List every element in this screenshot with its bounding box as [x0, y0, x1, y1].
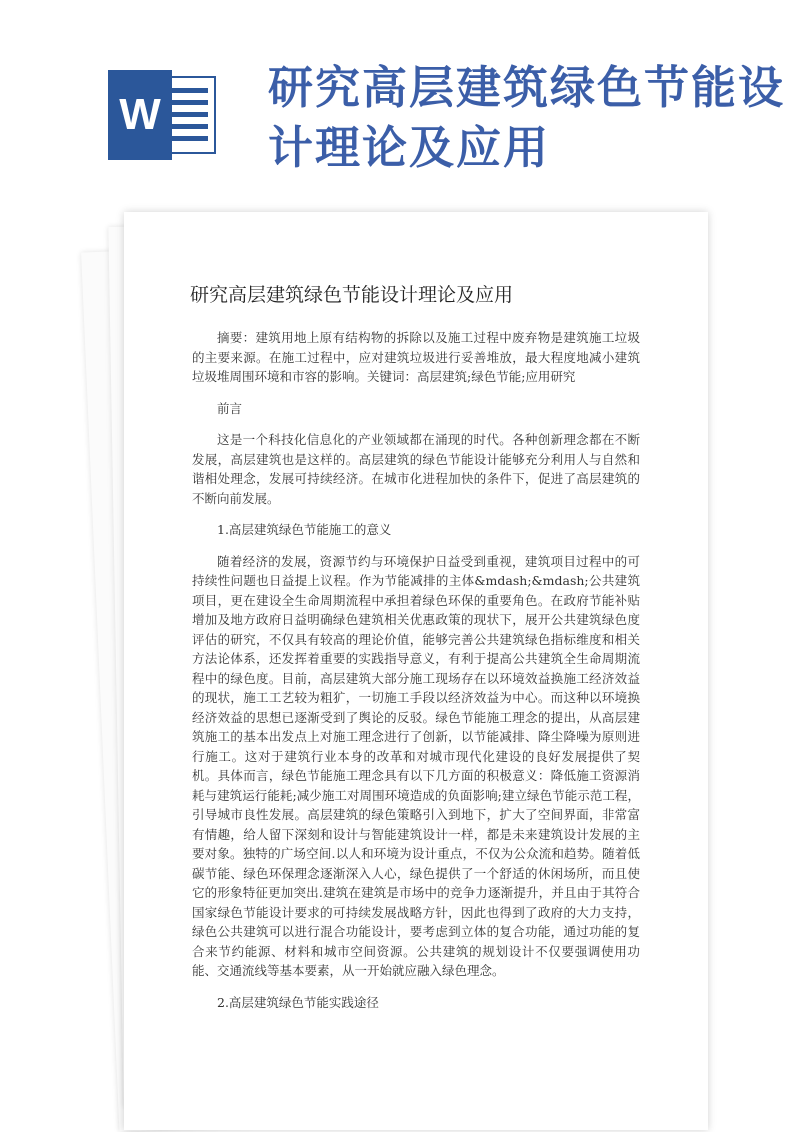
- document-body: [192, 328, 640, 1024]
- preface-paragraph: 这是一个科技化信息化的产业领域都在涌现的时代。各种创新理念都在不断发展，高层建筑也是这样的。高层建筑的绿色节能设计能够充分利用人与自然和谐相处理念，发展可持续经济。在城市化进程加快的条件下，促进了高层建筑的不断向前发展。: [192, 432, 640, 506]
- preface-heading: 前言: [217, 400, 243, 416]
- document-title: 研究高层建筑绿色节能设计理论及应用: [190, 284, 514, 306]
- word-document-icon: [108, 70, 220, 160]
- word-letter-icon: W: [108, 70, 172, 160]
- section-1-paragraph: 随着经济的发展，资源节约与环境保护日益受到重视，建筑项目过程中的可持续性问题也日益提上议程。作为节能减排的主体&mdash;&mdash;公共建筑项目，更在建设全生命周期流程中承担着绿色环保的重要角色。在政府节能补贴增加及地方政府日益明确绿色建筑相关优惠政策的现状下，展开公共建筑绿色度评估的研究，不仅具有较高的理论价值，能够完善公共建筑绿色指标维度和相关方法论体系，还发挥着重要的实践指导意义，有利于提高公共建筑全生命周期流程中的绿色度。目前，高层建筑大部分施工现场存在以环境效益换施工经济效益的现状，施工工艺较为粗犷，一切施工手段以经济效益为中心。而这种以环境换经济效益的思想已逐渐受到了舆论的反驳。绿色节能施工理念的提出，从高层建筑施工的基本出发点上对施工理念进行了创新，以节能减排、降尘降噪为原则进行施工。这对于建筑行业本身的改革和对城市现代化建设的良好发展提供了契机。具体而言，绿色节能施工理念具有以下几方面的积极意义：降低施工资源消耗与建筑运行能耗;减少施工对周围环境造成的负面影响;建立绿色节能示范工程，引导城市良性发展。高层建筑的绿色策略引入到地下，扩大了空间界面，非常富有情趣，给人留下深刻和设计与智能建筑设计一样，都是未来建筑设计发展的主要对象。独特的广场空间.以人和环境为设计重点，不仅为公众流和趋势。随着低碳节能、绿色环保理念逐渐深入人心，绿色提供了一个舒适的休闲场所，而且使它的形象特征更加突出.建筑在建筑是市场中的竞争力逐渐提升，并且由于其符合国家绿色节能设计要求的可持续发展战略方针，因此也得到了政府的大力支持，绿色公共建筑可以进行混合功能设计，要考虑到立体的复合功能，通过功能的复合来节约能源、材料和城市空间资源。公共建筑的规划设计不仅要强调使用功能、交通流线等基本要素，从一开始就应融入绿色理念。: [192, 553, 640, 978]
- document-page: [124, 212, 708, 1130]
- abstract-paragraph: 摘要：建筑用地上原有结构物的拆除以及施工过程中废弃物是建筑施工垃圾的主要来源。在施工过程中，应对建筑垃圾进行妥善堆放，最大程度地减小建筑垃圾堆周围环境和市容的影响。关键词：高层建筑;绿色节能;应用研究: [192, 330, 640, 384]
- section-1-heading: 1.高层建筑绿色节能施工的意义: [217, 522, 392, 537]
- banner-title: 研究高层建筑绿色节能设计理论及应用: [268, 61, 786, 174]
- top-banner: [0, 0, 800, 200]
- section-2-heading: 2.高层建筑绿色节能实践途径: [217, 994, 379, 1010]
